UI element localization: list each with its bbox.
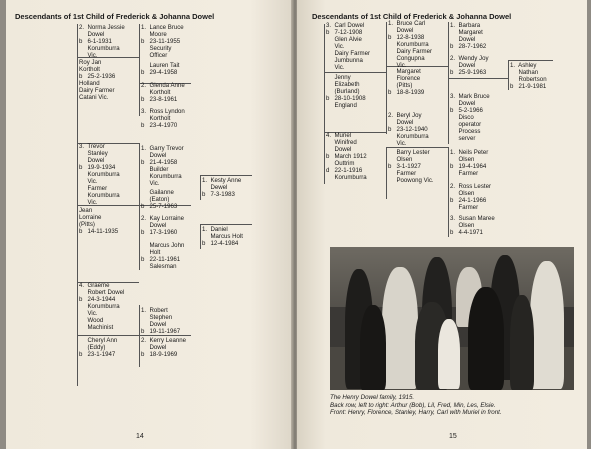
tree-line [200, 224, 201, 249]
tree-line [139, 24, 140, 116]
person-entry: 1. Garry Trevor Dowel b 21-4-1958 Builder Korumburra Vic. [141, 145, 184, 187]
tree-line [448, 22, 449, 144]
person-entry: Roy Jan Kortholt b 25-2-1936 Holland Dairy Farmer Catani Vic. [79, 59, 116, 101]
person-entry: Gailanne (Eaton) b 25-7-1963 [141, 189, 178, 210]
photo-caption [330, 394, 580, 417]
tree-line [386, 22, 387, 134]
person-entry: 1. Neils Peter Olsen b 19-4-1964 Farmer [450, 149, 489, 177]
person-entry: Marcus John Holt b 22-11-1961 Salesman [141, 242, 185, 270]
person-entry: 2. Glenda Anne Kortholt b 23-8-1961 [141, 82, 185, 103]
tree-line [386, 147, 448, 148]
person-figure [438, 319, 460, 389]
person-entry: 1. Daniel Marcus Holt b 12-4-1984 [202, 226, 243, 247]
person-entry: 1. Ashley Nathan Robertson b 21-9-1981 [510, 62, 547, 90]
person-entry: 2. Wendy Joy Dowel b 25-9-1963 [450, 55, 489, 76]
tree-line [508, 60, 553, 61]
tree-line [200, 224, 252, 225]
tree-line [200, 175, 201, 200]
person-entry: 2. Norma Jessie Dowel b 6-1-1931 Korumburra Vic. [79, 24, 125, 59]
page-number: 14 [136, 433, 144, 440]
person-entry: 1. Bruce Carl Dowel b 12-8-1938 Korumburra Dairy Farmer Congupna Vic. [388, 20, 433, 69]
tree-line [324, 72, 386, 73]
person-entry: 3. Susan Maree Olsen b 4-4-1971 [450, 215, 495, 236]
page-title: Descendants of 1st Child of Frederick & Johanna Dowel [312, 12, 512, 21]
tree-line [139, 335, 191, 336]
person-figure [468, 287, 504, 390]
person-entry: 3. Trevor Stanley Dowel b 19-9-1934 Korumburra Vic. Farmer Korumburra Vic. [79, 143, 120, 206]
tree-line [139, 143, 140, 270]
right-page [297, 0, 587, 449]
person-entry: 4. Graeme Robert Dowel b 24-3-1944 Korumburra Vic. Wood Machinist [79, 282, 125, 331]
family-photograph [330, 247, 574, 390]
person-figure [382, 267, 418, 389]
person-entry: Barry Lester Olsen b 3-1-1927 Farmer Poowong Vic. [388, 149, 434, 184]
tree-line [386, 147, 387, 199]
person-entry: Jenny Elizabeth (Burland) b 28-10-1908 England [326, 74, 366, 109]
tree-line [324, 24, 325, 184]
person-entry: 1. Kesty Anne Dewel b 7-3-1983 [202, 177, 242, 198]
left-page [6, 0, 293, 449]
caption-line: Back row, left to right: Arthur (Bob), Lil, Fred, Min, Les, Elsie. [330, 401, 496, 409]
person-figure [530, 261, 564, 389]
page-number: 15 [449, 433, 457, 440]
person-entry: Jean Lorraine (Pitts) b 14-11-1935 [79, 207, 119, 235]
tree-line [139, 305, 140, 367]
person-entry: 1. Robert Stephen Dowel b 19-11-1967 [141, 307, 181, 335]
caption-line: Front: Henry, Florence, Stanley, Harry, Carl with Muriel in front. [330, 409, 502, 416]
page-title: Descendants of 1st Child of Frederick & Johanna Dowel [15, 12, 215, 21]
tree-line [508, 60, 509, 90]
tree-line [77, 335, 139, 336]
person-entry: 1. Lance Bruce Moore b 23-11-1955 Security Officer [141, 24, 184, 59]
person-entry: 2. Beryl Joy Dowel b 23-12-1940 Korumburra Vic. [388, 112, 429, 147]
person-entry: 3. Ross Lyndon Kortholt b 23-4-1970 [141, 108, 185, 129]
person-entry: Margaret Florence (Pitts) b 18-8-1939 [388, 68, 425, 96]
tree-line [448, 78, 508, 79]
person-entry: 2. Kerry Leanne Dowel b 18-9-1969 [141, 337, 187, 358]
person-entry: Cheryl Ann (Eddy) b 23-1-1947 [79, 337, 118, 358]
caption-line: The Henry Dowel family, 1915. [330, 394, 415, 401]
person-entry: 2. Kay Lorraine Dowel b 17-3-1960 [141, 215, 185, 236]
person-entry: 3. Mark Bruce Dowel b 5-2-1966 Disco operator Process server [450, 93, 490, 142]
person-figure [510, 295, 534, 390]
person-entry: 4. Muriel Winifred Dowel b March 1912 Outtrim d 22-1-1916 Korumburra [326, 132, 367, 181]
person-entry: 1. Barbara Margaret Dowel b 28-7-1962 [450, 22, 487, 50]
person-entry: 3. Carl Dowel b 7-12-1908 Glen Alvie Vic. Dairy Farmer Jumbunna Vic. [326, 22, 371, 71]
tree-line [448, 147, 449, 237]
person-figure [360, 305, 386, 390]
person-entry: 2. Ross Lester Olsen b 24-1-1966 Farmer [450, 183, 491, 211]
person-entry: Lauren Tait b 29-4-1958 [141, 62, 180, 76]
tree-line [200, 175, 252, 176]
